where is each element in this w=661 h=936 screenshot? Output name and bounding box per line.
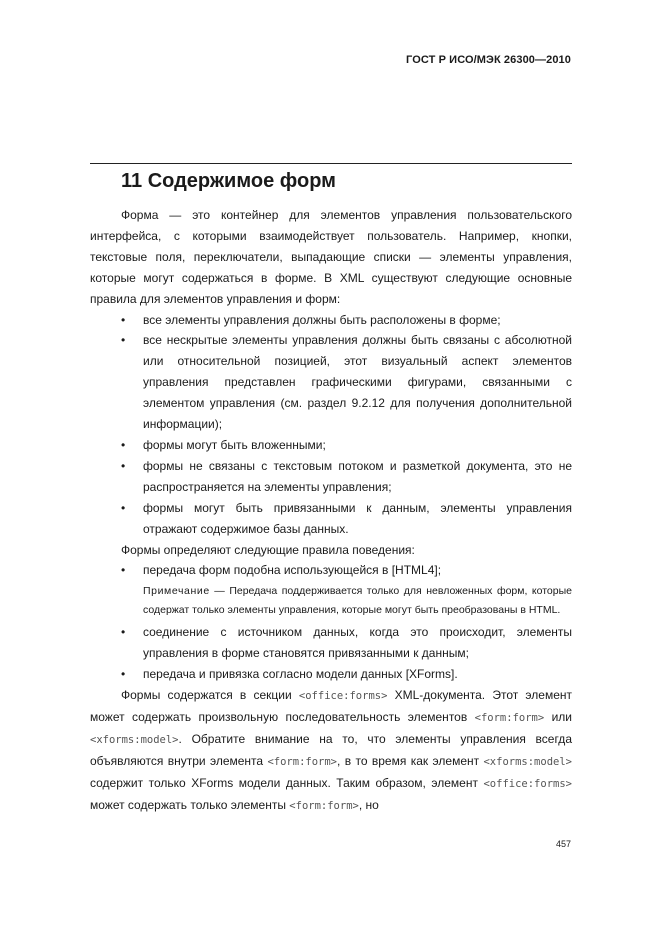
final-paragraph bbox=[90, 685, 572, 816]
intro-paragraph: Форма — это контейнер для элементов управления пользовательского интерфейса, с которыми взаимодействует пользователь. Например, кнопки, текстовые поля, переключатели, выпадающие списки — элементы управления, которые могут содержаться в форме. В XML существуют следующие основные правила для элементов управления и форм: bbox=[90, 208, 572, 306]
list-item bbox=[90, 622, 572, 664]
code-xforms-model: <xforms:model> bbox=[483, 755, 572, 768]
paragraph-text: , но bbox=[358, 797, 379, 812]
paragraph-text: может содержать только элементы bbox=[90, 797, 290, 812]
code-form-form: <form:form> bbox=[267, 755, 338, 768]
bullet-icon: • bbox=[121, 312, 126, 327]
behavior-list bbox=[90, 560, 572, 581]
list-item-text: формы могут быть вложенными; bbox=[143, 437, 326, 452]
note-label: Примечание bbox=[143, 585, 210, 598]
note-text: — Передача поддерживается только для невложенных форм, которые содержат только элементы управления, которые могут быть преобразованы в HTML. bbox=[143, 585, 572, 616]
bullet-icon: • bbox=[121, 625, 126, 640]
behavior-intro: Формы определяют следующие правила поведения: bbox=[121, 542, 415, 557]
bullet-icon: • bbox=[121, 437, 126, 452]
paragraph-text: Формы содержатся в секции bbox=[121, 688, 299, 703]
list-item bbox=[90, 498, 572, 540]
paragraph-text: XML-документа. Этот элемент может содержать произвольную последовательность элементов bbox=[90, 688, 572, 724]
page-number: 457 bbox=[555, 839, 571, 849]
section-title: 11 Содержимое форм bbox=[121, 170, 336, 192]
list-item bbox=[90, 435, 572, 456]
document-header: ГОСТ Р ИСО/МЭК 26300—2010 bbox=[406, 54, 571, 66]
list-item-text: формы не связаны с текстовым потоком и разметкой документа, это не распространяется на элементы управления; bbox=[143, 458, 572, 494]
list-item bbox=[90, 456, 572, 498]
rules-list bbox=[90, 310, 572, 540]
bullet-icon: • bbox=[121, 458, 126, 473]
bullet-icon: • bbox=[121, 667, 126, 682]
note bbox=[90, 582, 572, 619]
paragraph-text: или bbox=[544, 709, 573, 724]
bullet-icon: • bbox=[121, 500, 126, 515]
code-xforms-model: <xforms:model> bbox=[90, 733, 179, 746]
behavior-list-continued bbox=[90, 622, 572, 685]
code-form-form: <form:form> bbox=[474, 711, 545, 724]
code-form-form: <form:form> bbox=[289, 799, 359, 812]
list-item-text: формы могут быть привязанными к данным, элементы управления отражают содержимое базы данных. bbox=[143, 500, 572, 536]
paragraph-text: . Обратите внимание на то, что элементы управления всегда объявляются внутри элемента bbox=[90, 731, 572, 768]
code-office-forms: <office:forms> bbox=[483, 777, 572, 790]
list-item-text: все нескрытые элементы управления должны быть связаны с абсолютной или относительной позицией, этот визуальный аспект элементов управления представлен графическими фигурами, связанными с элементом управления (см. раздел 9.2.12 для получения дополнительной информации); bbox=[143, 333, 572, 432]
bullet-icon: • bbox=[121, 333, 126, 348]
list-item-text: передача и привязка согласно модели данных [XForms]. bbox=[143, 667, 458, 682]
page-body bbox=[90, 205, 572, 816]
list-item bbox=[90, 664, 572, 685]
list-item-text: передача форм подобна использующейся в [HTML4]; bbox=[143, 563, 442, 578]
list-item bbox=[90, 330, 572, 435]
section-divider bbox=[90, 163, 572, 164]
list-item bbox=[90, 310, 572, 331]
list-item bbox=[90, 560, 572, 581]
list-item-text: все элементы управления должны быть расположены в форме; bbox=[143, 312, 501, 327]
list-item-text: соединение с источником данных, когда это происходит, элементы управления в форме становятся привязанными к данным; bbox=[143, 625, 572, 661]
paragraph-text: содержит только XForms модели данных. Таким образом, элемент bbox=[90, 775, 484, 790]
bullet-icon: • bbox=[121, 563, 126, 578]
paragraph-text: , в то время как элемент bbox=[337, 753, 484, 768]
code-office-forms: <office:forms> bbox=[298, 690, 388, 703]
